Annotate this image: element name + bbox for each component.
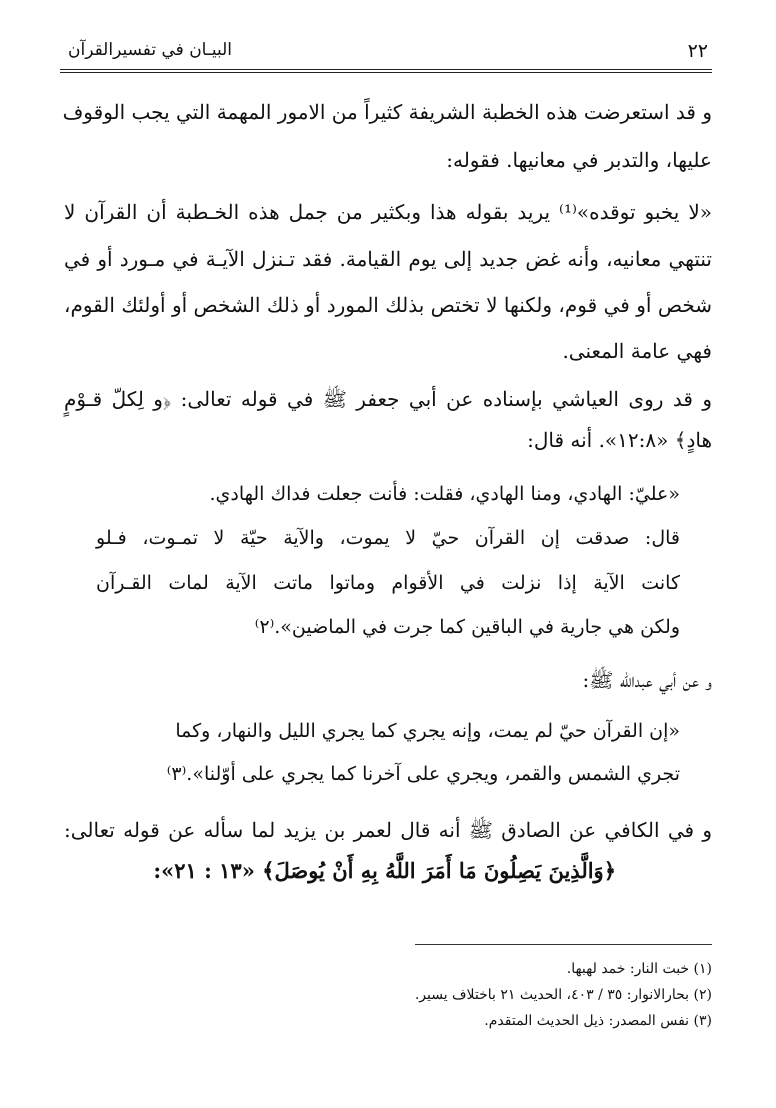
quote-line: «إن القرآن حيّ لم يمت، وإنه يجري كما يجري الليل والنهار، وكما [175,720,680,742]
paragraph-line: عليها، والتدبر في معانيها. فقوله: [446,148,712,172]
header-rule-double [60,72,712,73]
footnote: (٢) بحارالانوار: ٣٥ / ٤٠٣، الحديث ٢١ باختلاف يسير. [414,987,712,1003]
quote-line: كانت الآية إذا نزلت في الأقوام وماتوا ماتت الآية لمات القـرآن [96,572,680,594]
paragraph-line: شخص أو في قوم، ولكنها لا تختص بذلك المورد أو ذلك الشخص أو أولئك القوم، [64,293,712,317]
quote-line: «عليّ: الهادي، ومنا الهادي، فقلت: فأنت جعلت فداك الهادي. [209,483,680,505]
quote-line: ولكن هي جارية في الباقين كما جرت في الماضين».⁽٢⁾ [254,616,680,638]
paragraph-line: تنتهي معانيه، وأنه غض جديد إلى يوم القيامة. فقد تـنزل الآيـة في مـورد أو في [64,247,712,271]
page-header [60,36,712,72]
footnote: (٣) نفس المصدر: ذيل الحديث المتقدم. [484,1013,712,1029]
paragraph-line: «لا يخبو توقده»⁽¹⁾ يريد بقوله هذا وبكثير من جمل هذه الخـطبة أن القرآن لا [64,200,712,224]
quote-line: قال: صدقت إن القرآن حيّ لا يموت، والآية حيّة لا تمـوت، فـلو [96,527,680,549]
paragraph-line: و عن أبي عبدالله ﷺ: [582,668,712,692]
paragraph-line: و قد روى العياشي بإسناده عن أبي جعفر ﷺ في قوله تعالى: ﴿و لِكلّ قـوْمٍ [64,387,712,411]
running-title: البيـان في تفسيرالقرآن [68,40,233,60]
header-rule [60,69,712,70]
paragraph-line: هادٍ﴾ «١٢:٨». أنه قال: [527,428,712,452]
paragraph-line: فهي عامة المعنى. [562,339,712,363]
page-number: ٢٢ [687,40,708,62]
footnote-separator [415,944,712,945]
paragraph-line: و في الكافي عن الصادق ﷺ أنه قال لعمر بن يزيد لما سأله عن قوله تعالى: [64,818,712,842]
paragraph-line: و قد استعرضت هذه الخطبة الشريفة كثيراً من الامور المهمة التي يجب الوقوف [62,100,712,124]
quote-line: تجري الشمس والقمر، ويجري على آخرنا كما يجري على أوّلنا».⁽٣⁾ [166,763,680,785]
footnote: (١) خبت النار: خمد لهبها. [566,961,712,977]
quran-verse: ﴿وَالَّذِينَ يَصِلُونَ مَا أَمَرَ اللَّهُ بِهِ أَنْ يُوصَلَ﴾ «١٣ : ٢١»: [153,858,616,883]
